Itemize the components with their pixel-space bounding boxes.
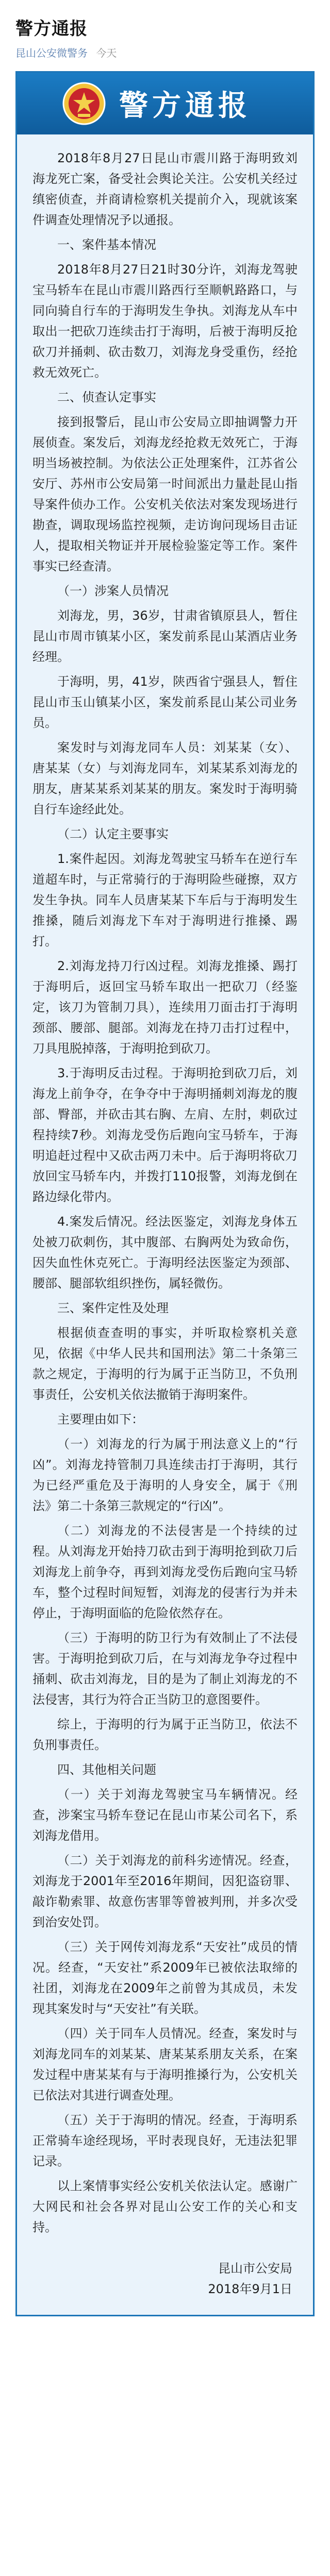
section-heading: 三、案件定性及处理 xyxy=(57,1301,169,1315)
section-heading: 二、侦查认定事实 xyxy=(57,390,156,404)
signature-date: 2018年9月1日 xyxy=(208,2282,292,2296)
notice-banner xyxy=(17,73,313,134)
paragraph: （二）刘海龙的不法侵害是一个持续的过程。从刘海龙开始持刀砍击到于海明抢到砍刀后刘海龙上前争夺，再到刘海龙受伤后跑向宝马轿车，整个过程时间短暂，刘海龙的侵害行为并未停止，于海明面临的危险依然存在。 xyxy=(32,1523,298,1620)
paragraph: 以上案情事实经公安机关依法认定。感谢广大网民和社会各界对昆山公安工作的关心和支持。 xyxy=(32,2179,298,2234)
paragraph: 2018年8月27日21时30分许，刘海龙驾驶宝马轿车在昆山市震川路西行至顺帆路路口，与同向骑自行车的于海明发生争执。刘海龙从车中取出一把砍刀连续击打于海明，后被于海明反抢砍刀并捅刺、砍击数刀，刘海龙身受重伤，经抢救无效死亡。 xyxy=(32,262,298,380)
notice-content xyxy=(17,134,313,2315)
post-title: 警方通报 xyxy=(15,19,88,39)
police-emblem-icon xyxy=(62,82,106,125)
paragraph: （一）刘海龙的行为属于刑法意义上的“行凶”。刘海龙持管制刀具连续击打于海明，其行为已经严重危及于海明的人身安全，属于《刑法》第二十条第三款规定的“行凶”。 xyxy=(32,1437,298,1513)
paragraph: 1.案件起因。刘海龙驾驶宝马轿车在逆行车道超车时，与正常骑行的于海明险些碰擦，双方发生争执。同车人员唐某某下车后与于海明发生推搡，随后刘海龙下车对于海明进行推搡、踢打。 xyxy=(32,852,298,948)
paragraph: （五）关于于海明的情况。经查，于海明系正常骑车途经现场，平时表现良好，无违法犯罪记录。 xyxy=(32,2113,298,2168)
paragraph: （二）关于刘海龙的前科劣迹情况。经查，刘海龙于2001年至2016年期间，因犯盗窃罪、敲诈勒索罪、故意伤害罪等曾被判刑，并多次受到治安处罚。 xyxy=(32,1853,298,1929)
section-heading: 一、案件基本情况 xyxy=(57,238,156,252)
signature-org: 昆山市公安局 xyxy=(218,2261,292,2276)
banner-title: 警方通报 xyxy=(119,89,251,123)
paragraph: （四）关于同车人员情况。经查，案发时与刘海龙同车的刘某某、唐某某系朋友关系，在案发过程中唐某某有与于海明推搡行为，公安机关已依法对其进行调查处理。 xyxy=(32,2026,298,2103)
paragraph: 综上，于海明的行为属于正当防卫，依法不负刑事责任。 xyxy=(32,1717,298,1752)
paragraph: （三）关于网传刘海龙系“天安社”成员的情况。经查，“天安社”系2009年已被依法取缔的社团，刘海龙在2009年之前曾为其成员，未发现其案发时与“天安社”有关联。 xyxy=(32,1940,298,2016)
paragraph: （三）于海明的防卫行为有效制止了不法侵害。于海明抢到砍刀后，在与刘海龙争夺过程中捅刺、砍击刘海龙，目的是为了制止刘海龙的不法侵害，其行为符合正当防卫的意图要件。 xyxy=(32,1631,298,1707)
paragraph: 2018年8月27日昆山市震川路于海明致刘海龙死亡案，备受社会舆论关注。公安机关经过缜密侦查，并商请检察机关提前介入，现就该案件调查处理情况予以通报。 xyxy=(32,151,298,227)
paragraph: （一）关于刘海龙驾驶宝马车辆情况。经查，涉案宝马轿车登记在昆山市某公司名下，系刘海龙借用。 xyxy=(32,1787,298,1843)
author-link[interactable]: 昆山公安微警务 xyxy=(15,47,88,59)
section-heading: （一）涉案人员情况 xyxy=(57,584,169,598)
paragraph: 接到报警后，昆山市公安局立即抽调警力开展侦查。案发后，刘海龙经抢救无效死亡，于海明当场被控制。为依法公正处理案件，江苏省公安厅、苏州市公安局第一时间派出力量赴昆山指导案件侦办工作。公安机关依法对案发现场进行勘查，调取现场监控视频，走访询问现场目击证人，提取相关物证并开展检验鉴定等工作。案件事实已经查清。 xyxy=(32,415,298,573)
post-meta xyxy=(15,45,315,60)
paragraph: 3.于海明反击过程。于海明抢到砍刀后，刘海龙上前争夺，在争夺中于海明捅刺刘海龙的腹部、臀部，并砍击其右胸、左肩、左肘，刺砍过程持续7秒。刘海龙受伤后跑向宝马轿车，于海明追赶过程中又砍击两刀未中。后于海明将砍刀放回宝马轿车内，并拨打110报警，刘海龙倒在路边绿化带内。 xyxy=(32,1066,298,1204)
signature xyxy=(32,2258,298,2299)
paragraph: 刘海龙，男，36岁，甘肃省镇原县人，暂住昆山市周市镇某小区，案发前系昆山某酒店业务经理。 xyxy=(32,608,298,664)
paragraph: 根据侦查查明的事实，并听取检察机关意见，依据《中华人民共和国刑法》第二十条第三款之规定，于海明的行为属于正当防卫，不负刑事责任，公安机关依法撤销于海明案件。 xyxy=(32,1326,298,1402)
paragraph: 主要理由如下： xyxy=(57,1412,144,1427)
section-heading: （二）认定主要事实 xyxy=(57,827,169,841)
paragraph: 案发时与刘海龙同车人员：刘某某（女）、唐某某（女）与刘海龙同车，刘某某系刘海龙的朋友，唐某某系刘某某的朋友。案发时于海明骑自行车途经此处。 xyxy=(32,740,298,817)
notice-card xyxy=(15,71,315,2316)
post-time: 今天 xyxy=(96,47,117,59)
section-heading: 四、其他相关问题 xyxy=(57,1762,156,1777)
paragraph: 4.案发后情况。经法医鉴定，刘海龙身体五处被刀砍刺伤，其中腹部、右胸两处为致命伤，因失血性休克死亡。于海明经法医鉴定为颈部、腰部、腿部软组织挫伤，属轻微伤。 xyxy=(32,1214,298,1291)
paragraph: 2.刘海龙持刀行凶过程。刘海龙推搡、踢打于海明后，返回宝马轿车取出一把砍刀（经鉴定，该刀为管制刀具），连续用刀面击打于海明颈部、腰部、腿部。刘海龙在持刀击打过程中，刀具甩脱掉落，于海明抢到砍刀。 xyxy=(32,959,298,1056)
paragraph: 于海明，男，41岁，陕西省宁强县人，暂住昆山市玉山镇某小区，案发前系昆山某公司业务员。 xyxy=(32,674,298,730)
